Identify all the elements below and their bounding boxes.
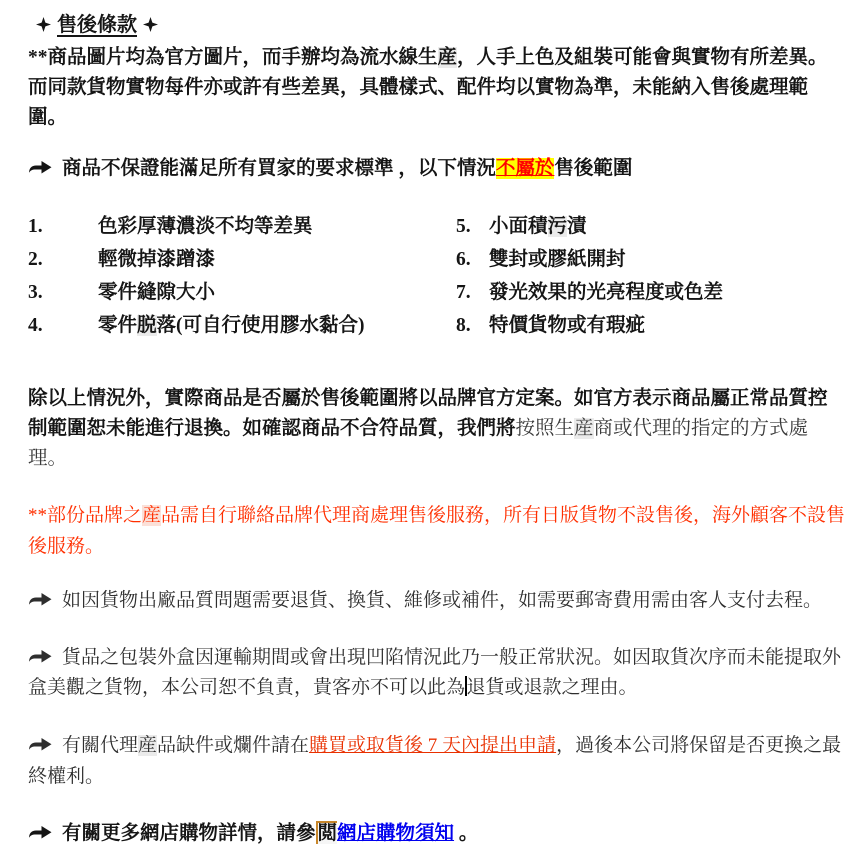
right-arrow-icon bbox=[28, 159, 52, 175]
list-number: 5. bbox=[456, 216, 471, 237]
page-title-text: 售後條款 bbox=[57, 14, 137, 36]
packaging-box-text: 退貨或退款之理由。 bbox=[466, 677, 638, 698]
more-info-text: 。 bbox=[454, 823, 479, 844]
four-pointed-star-icon bbox=[36, 17, 51, 32]
list-number: 4. bbox=[28, 315, 43, 336]
list-item bbox=[28, 309, 456, 342]
not-covered-highlight: 不屬於 bbox=[495, 158, 555, 179]
right-arrow-icon bbox=[28, 648, 52, 664]
list-item bbox=[456, 243, 846, 276]
intro-paragraph bbox=[28, 43, 846, 133]
fallback-char: 産 bbox=[437, 47, 458, 68]
fallback-char: 污 bbox=[547, 216, 568, 237]
claim-text: 商品不保證能滿足所有買家的要求標準 ，以下情況 bbox=[62, 158, 496, 179]
fallback-char: 脱 bbox=[137, 315, 157, 336]
list-number: 8. bbox=[456, 315, 471, 336]
list-number: 1. bbox=[28, 216, 43, 237]
fallback-char: 閲 bbox=[317, 823, 338, 844]
intro-text: ，人手上色及組裝可能會與實物有所差異。而同款貨物實物每件亦或許有些差異，具體樣式、配件均以實物為準，未能納入售後處理範圍。 bbox=[28, 47, 828, 128]
list-item-text: 雙封或膠紙開封 bbox=[489, 249, 626, 270]
official-decision-paragraph bbox=[28, 384, 846, 474]
return-shipping-text: 如因貨物出廠品質問題需要退貨、換貨、維修或補件，如需要郵寄費用需由客人支付去程。 bbox=[62, 590, 823, 611]
list-number: 7. bbox=[456, 282, 471, 303]
list-number: 2. bbox=[28, 249, 43, 270]
exclusion-list bbox=[28, 210, 846, 342]
list-item-text: 零件縫隙大小 bbox=[98, 282, 216, 303]
defect-claim-text: 有關代理 bbox=[62, 735, 139, 756]
list-item bbox=[28, 243, 456, 276]
deadline-red-text: 購買或取貨後 7 天內提出申請 bbox=[309, 735, 557, 756]
list-item-text: 小面積污漬 bbox=[489, 216, 587, 237]
list-item bbox=[456, 210, 846, 243]
more-info-line bbox=[28, 819, 846, 849]
list-item-text: 發光效果的光亮程度或色差 bbox=[489, 282, 724, 303]
fallback-char: 産 bbox=[138, 735, 158, 756]
list-number: 6. bbox=[456, 249, 471, 270]
red-warning-text: **部份品牌之 bbox=[28, 505, 143, 526]
packaging-box-item bbox=[28, 643, 846, 703]
return-shipping-item bbox=[28, 586, 846, 616]
right-arrow-icon bbox=[28, 591, 52, 607]
right-arrow-icon bbox=[28, 824, 52, 840]
list-item bbox=[28, 210, 456, 243]
red-warning-paragraph bbox=[28, 500, 846, 562]
exclusion-list-right-column bbox=[456, 210, 846, 342]
defect-claim-text: ，過後本公司將保留是否更換之最終權利。 bbox=[28, 735, 842, 787]
list-item-text: 輕微掉漆蹭漆 bbox=[98, 249, 216, 270]
defect-claim-text: 品缺件或爛件請在 bbox=[157, 735, 310, 756]
list-item bbox=[28, 276, 456, 309]
list-item-text: 色彩厚薄濃淡不均等差異 bbox=[98, 216, 313, 237]
list-item bbox=[456, 309, 846, 342]
claim-line bbox=[28, 154, 846, 184]
fallback-char: 産 bbox=[574, 418, 594, 439]
list-item bbox=[456, 276, 846, 309]
list-item-text: 特價貨物或有瑕疵 bbox=[489, 315, 646, 336]
page-title bbox=[30, 8, 846, 37]
list-number: 3. bbox=[28, 282, 43, 303]
more-info-text: 有關更多網店購物詳情，請參 bbox=[62, 823, 316, 844]
right-arrow-icon bbox=[28, 736, 52, 752]
packaging-box-text: 貨品之包裝外盒因運輸期間或會出現凹陷情況此乃一般正常狀況。如因取貨次序而未能提取外盒美觀之貨物，本公司恕不負責，貴客亦不可以此為 bbox=[28, 647, 842, 698]
defect-claim-item bbox=[28, 730, 846, 792]
exclusion-list-left-column bbox=[28, 210, 456, 342]
intro-text: **商品圖片均為官方圖片，而手辦均為流水線生 bbox=[28, 47, 438, 68]
shop-guide-link[interactable]: 網店購物須知 bbox=[337, 823, 455, 844]
four-pointed-star-icon bbox=[143, 17, 158, 32]
official-decision-text: 除以上情況外，實際商品是否屬於售後範圍將以品牌官方定案。如官方表示商品屬正常品質控制範圍恕未能進行退換。如確認商品不合符品質，我們將 bbox=[28, 388, 828, 439]
claim-text: 售後範圍 bbox=[554, 158, 633, 179]
official-decision-text-gray: 按照生産商或代理的指定的方式處理。 bbox=[28, 418, 809, 469]
list-item-text: 零件脱落(可自行使用膠水黏合) bbox=[98, 315, 365, 336]
red-warning-text: 品需自行聯絡品牌代理商處理售後服務，所有日版貨物不設售後，海外顧客不設售後服務。 bbox=[28, 505, 846, 557]
fallback-char: 産 bbox=[142, 505, 162, 526]
